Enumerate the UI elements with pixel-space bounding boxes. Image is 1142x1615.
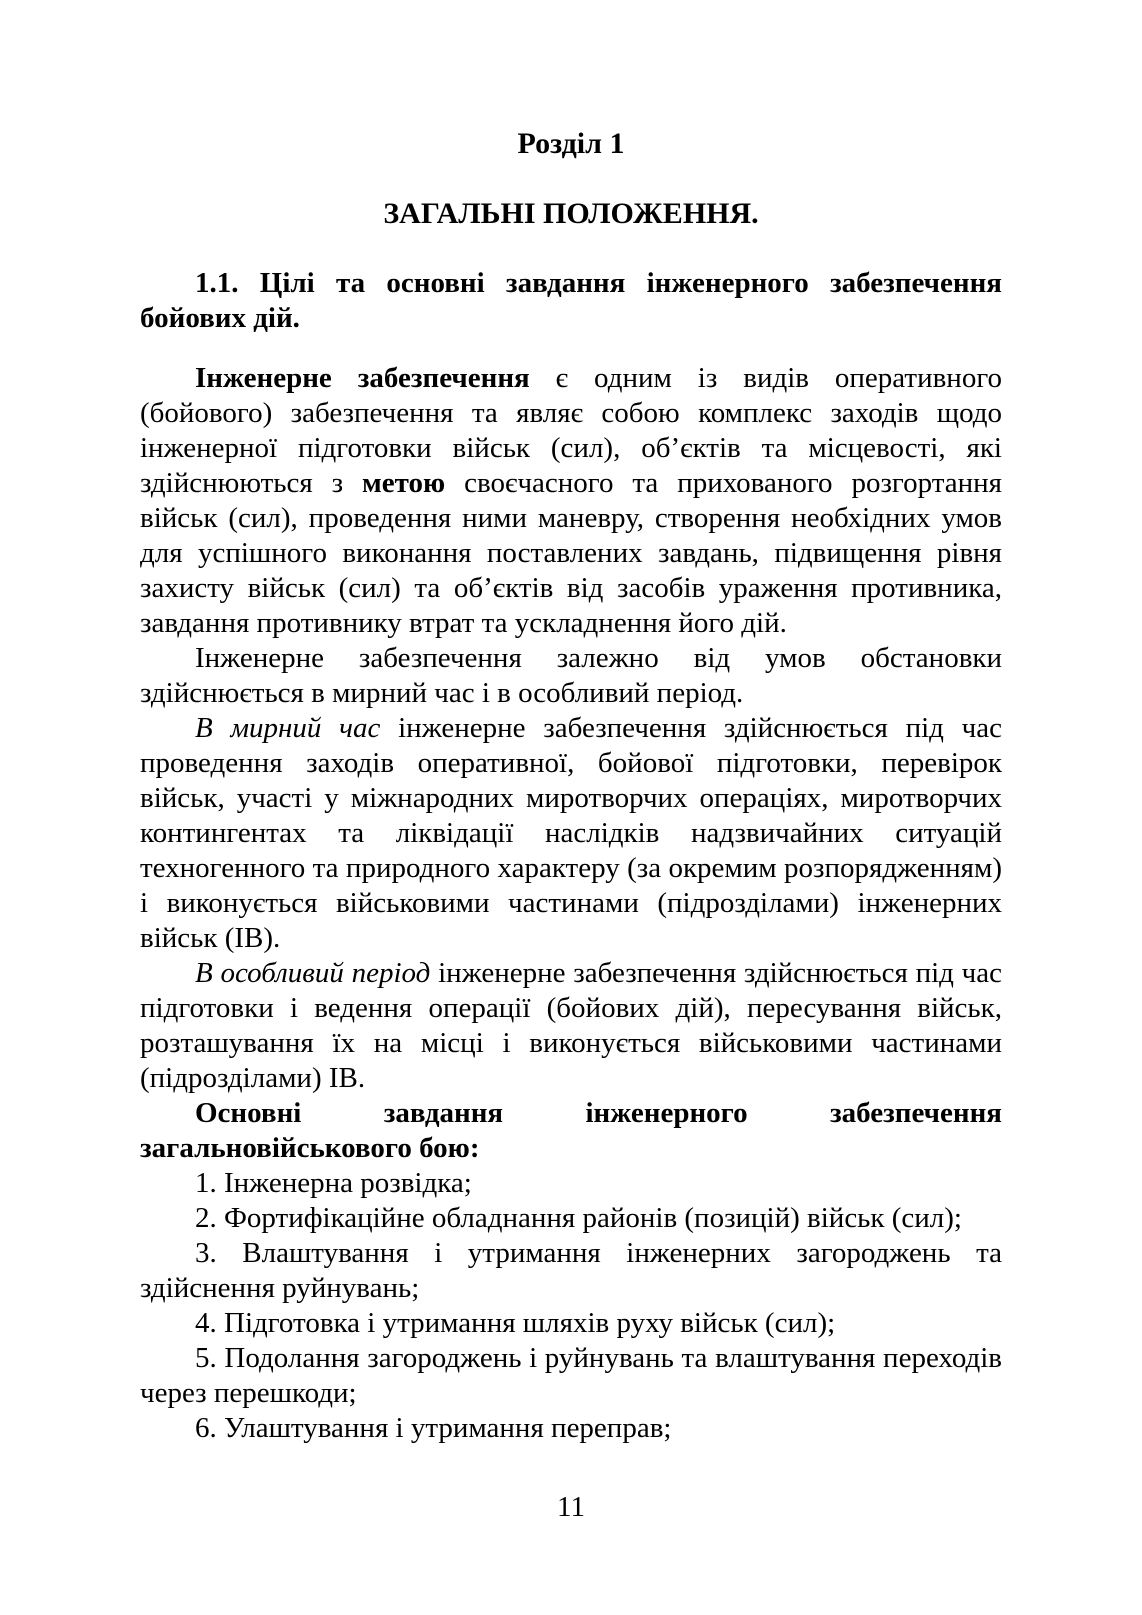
body-text [140,361,1002,1446]
text-run: 5. Подолання загороджень і руйнувань та влаштування переходів через перешкоди; [140,1342,1002,1409]
text-run: 3. Влаштування і утримання інженерних загороджень та здійснення руйнувань; [140,1237,1002,1304]
list-item-4 [140,1306,1002,1341]
text-run: 6. Улаштування і утримання переправ; [195,1412,672,1444]
list-item-2 [140,1201,1002,1236]
text-run: Інженерне забезпечення залежно від умов обстановки здійснюється в мирний час і в особливий період. [140,642,1002,709]
list-item-1 [140,1166,1002,1201]
list-item-3 [140,1236,1002,1306]
text-run: інженерне забезпечення здійснюється під час підготовки і ведення операції (бойових дій), пересування військ, розташування їх на місці і виконується військовими частинами (підрозділами) ІВ. [140,957,1002,1094]
text-run: В особливий період [195,957,431,989]
paragraph-main-tasks-heading [140,1096,1002,1166]
text-run: метою [362,467,446,499]
text-run: 1. Інженерна розвідка; [195,1167,472,1199]
section-heading: 1.1. Цілі та основні завдання інженерного забезпечення бойових дій. [140,267,1002,334]
text-run: інженерне забезпечення здійснюється під час проведення заходів оперативної, бойової підготовки, перевірок військ, участі у міжнародних миротворчих операціях, миротворчих контингентах та ліквідації наслідків надзвичайних ситуацій техногенного та природного характеру (за окремим розпорядженням) і виконується військовими частинами (підрозділами) інженерних військ (ІВ). [140,712,1002,954]
list-item-6 [140,1411,1002,1446]
chapter-label: Розділ 1 [517,127,625,160]
page-number: 11 [557,1491,585,1523]
text-run: 2. Фортифікаційне обладнання районів (позицій) військ (сил); [195,1202,962,1234]
paragraph-special-period [140,956,1002,1096]
text-run: своєчасного та прихованого розгортання військ (сил), проведення ними маневру, створення необхідних умов для успішного виконання поставлених завдань, підвищення рівня захисту військ (сил) та об’єктів від засобів ураження противника, завдання противнику втрат та ускладнення його дій. [140,467,1002,639]
chapter-title: ЗАГАЛЬНІ ПОЛОЖЕННЯ. [383,197,759,230]
paragraph-engineering-support-definition [140,361,1002,641]
text-run: є одним із видів оперативного (бойового) забезпечення та являє собою комплекс заходів щодо інженерної підготовки військ (сил), об’єктів та місцевості, які здійснюються з [140,362,1002,499]
text-run: Інженерне забезпечення [195,362,530,394]
list-item-5 [140,1341,1002,1411]
paragraph-peacetime [140,711,1002,956]
text-run: 4. Підготовка і утримання шляхів руху військ (сил); [195,1307,836,1339]
text-run: Основні завдання інженерного забезпечення загальновійськового бою: [140,1097,1002,1164]
text-run: В мирний час [195,712,381,744]
paragraph-conditions [140,641,1002,711]
